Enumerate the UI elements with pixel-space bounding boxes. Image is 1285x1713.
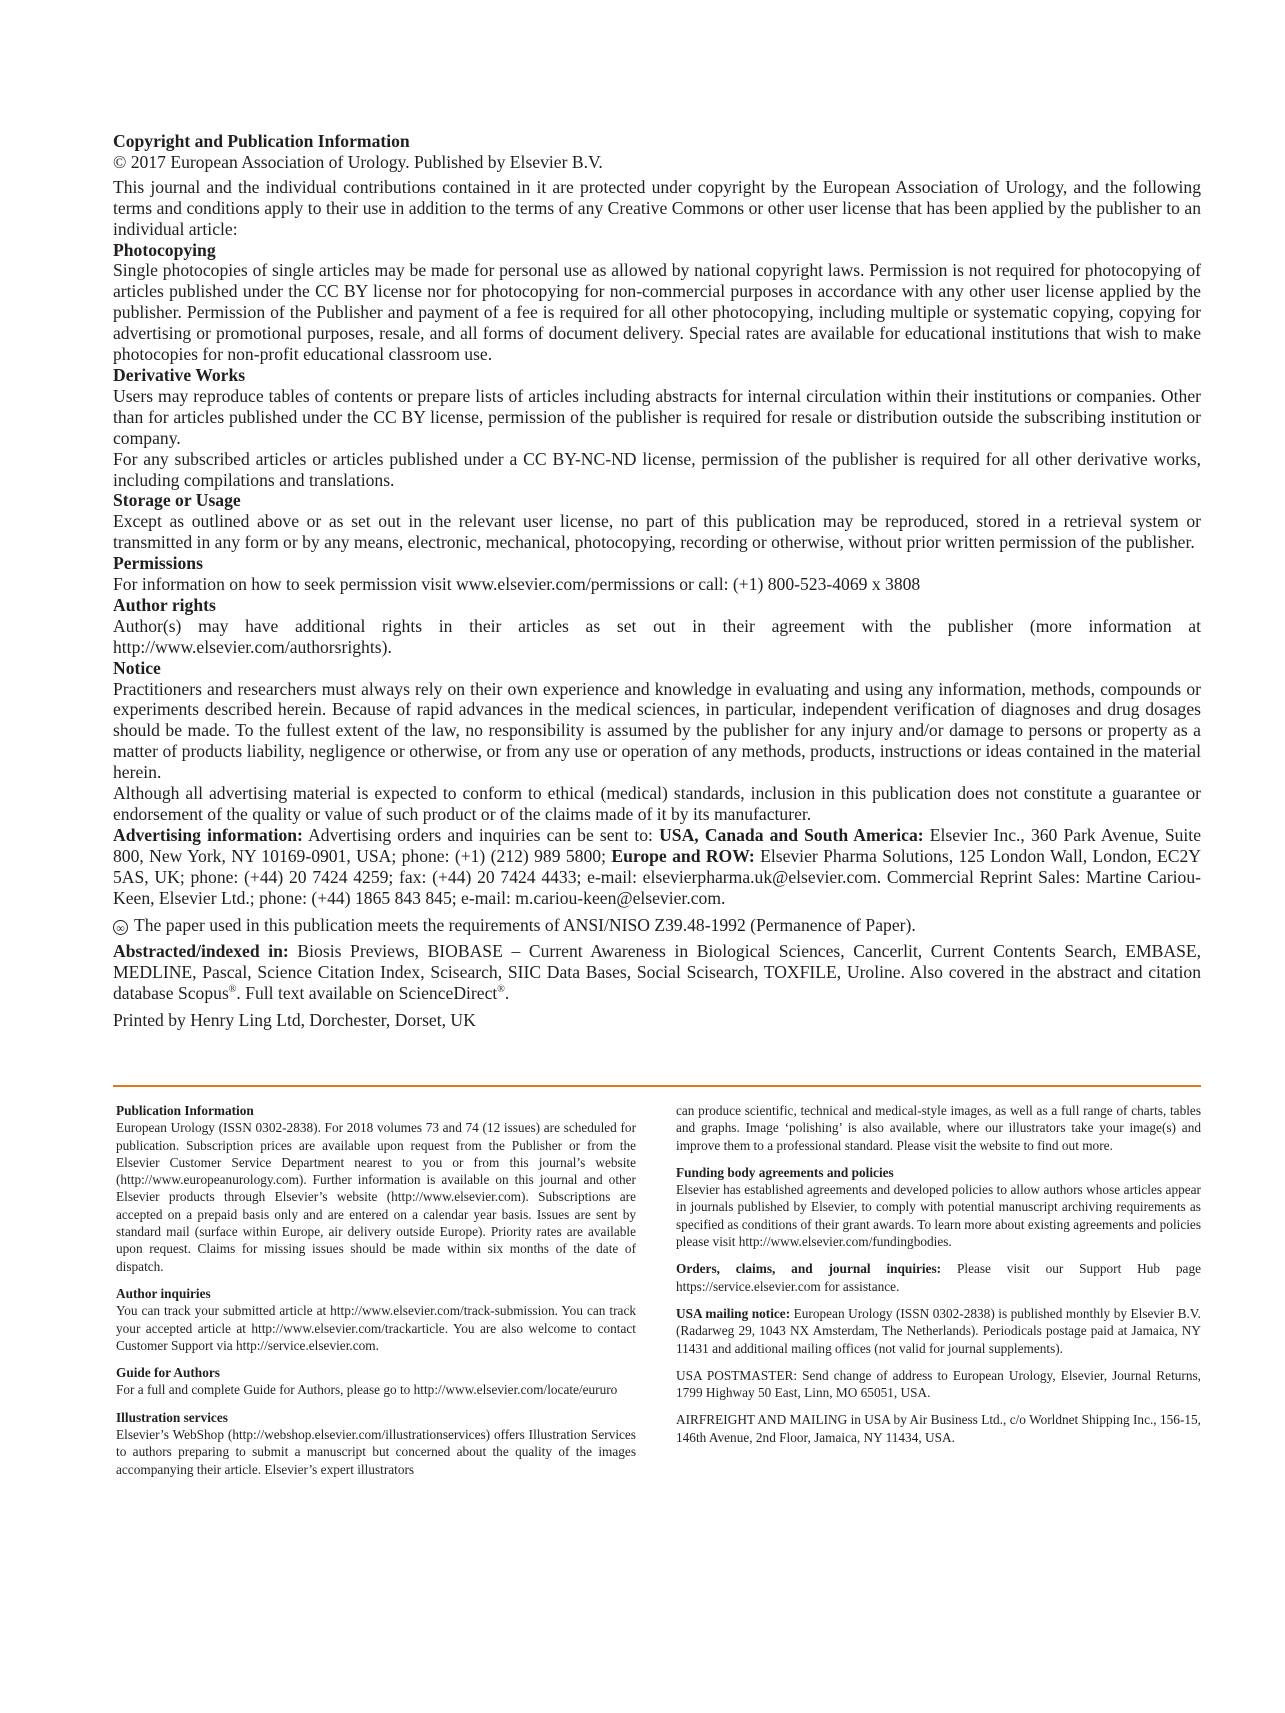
advertising-region-1: USA, Canada and South America:: [659, 824, 924, 845]
photocopying-paragraph: Single photocopies of single articles may be made for personal use as allowed by national copyright laws. Permission is not required for photocopying of articles published under the CC BY license nor for photocopying for non-commercial purposes in accordance with any other user license applied by the publisher. Permission of the Publisher and payment of a fee is required for all other photocopying, including multiple or systematic copying, copying for advertising or promotional purposes, resale, and all forms of document delivery. Special rates are available for educational institutions that wish to make photocopies for non-profit educational classroom use.: [113, 260, 1201, 365]
printed-by: Printed by Henry Ling Ltd, Dorchester, Dorset, UK: [113, 1010, 476, 1031]
advertising-text-1: Advertising orders and inquiries can be sent to:: [308, 824, 653, 845]
derivative-paragraph-1: Users may reproduce tables of contents or prepare lists of articles including abstracts for internal circulation within their institutions or companies. Other than for articles published under the CC BY license, permission of the publisher is required for resale or distribution outside the subscribing institution or company.: [113, 385, 1201, 448]
abstracted-text-1: Biosis Previews, BIOBASE – Current Awareness in Biological Sciences, Cancerlit, Current Contents Search, EMBASE, MEDLINE, Pascal, Science Citation Index, Scisearch, SIIC Data Bases, Social Scisearch, TOXFILE, Uroline. Also covered in the abstract and citation database Scopus: [113, 941, 1202, 1004]
registered-mark: ®: [228, 984, 237, 996]
storage-heading: Storage or Usage: [113, 490, 241, 511]
author-rights-paragraph: Author(s) may have additional rights in their articles as set out in their agreement with the publisher (more information at http://www.elsevier.com/authorsrights).: [113, 615, 1201, 657]
advertising-region-2: Europe and ROW:: [611, 845, 755, 866]
publication-info-section: [116, 1102, 636, 1275]
guide-authors-section: [116, 1364, 636, 1399]
advertising-paragraph: [113, 825, 1201, 909]
notice-paragraph-2: Although all advertising material is expected to conform to ethical (medical) standards, inclusion in this publication does not constitute a guarantee or endorsement of the quality or value of such product or of the claims made of it by its manufacturer.: [113, 783, 1201, 824]
abstracted-label: Abstracted/indexed in:: [113, 941, 289, 962]
intro-paragraph: This journal and the individual contributions contained in it are protected under copyright by the European Association of Urology, and the following terms and conditions apply to their use in addition to the terms of any Creative Commons or other user license that has been applied by the publisher to an individual article:: [113, 176, 1201, 239]
guide-authors-text: For a full and complete Guide for Authors, please go to http://www.elsevier.com/locate/eururo: [116, 1382, 618, 1398]
orders-text: Please visit our Support Hub page https://service.elsevier.com for assistance.: [676, 1261, 1201, 1294]
illustration-services-heading: Illustration services: [116, 1409, 228, 1425]
airfreight-text: AIRFREIGHT AND MAILING in USA by Air Business Ltd., c/o Worldnet Shipping Inc., 156-15, 146th Avenue, 2nd Floor, Jamaica, NY 11434, USA.: [676, 1412, 1201, 1445]
usa-notice-section: [676, 1305, 1201, 1357]
notice-paragraph-1: Practitioners and researchers must always rely on their own experience and knowledge in evaluating and using any information, methods, compounds or experiments described herein. Because of rapid advances in the medical sciences, in particular, independent verification of diagnoses and drug dosages should be made. To the fullest extent of the law, no responsibility is assumed by the publisher for any injury and/or damage to persons or property as a matter of products liability, negligence or otherwise, or from any use or operation of any methods, products, instructions or ideas contained in the material herein.: [113, 678, 1201, 783]
author-rights-heading: Author rights: [113, 594, 216, 615]
illustration-continued-text: can produce scientific, technical and medical-style images, as well as a full range of charts, tables and graphs. Image ‘polishing’ is also available, where our illustrators take your image(s) and improve them to a professional standard. Please visit the website to find out more.: [676, 1103, 1201, 1153]
orders-paragraph: [676, 1260, 1201, 1295]
advertising-label: Advertising information:: [113, 824, 303, 845]
orders-label: Orders, claims, and journal inquiries:: [676, 1261, 942, 1277]
permissions-heading: Permissions: [113, 553, 203, 574]
orange-divider: [113, 1085, 1201, 1087]
funding-section: [676, 1164, 1201, 1250]
postmaster-section: [676, 1367, 1201, 1402]
left-column: [116, 1102, 636, 1488]
right-column: [676, 1102, 1201, 1456]
copyright-line: © 2017 European Association of Urology. Published by Elsevier B.V.: [113, 151, 603, 172]
usa-notice-text: European Urology (ISSN 0302-2838) is published monthly by Elsevier B.V. (Radarweg 29, 1043 NX Amsterdam, The Netherlands). Periodicals postage paid at Jamaica, NY 11431 and additional mailing offices (not valid for journal supplements).: [676, 1305, 1201, 1356]
abstracted-paragraph: [113, 941, 1201, 1004]
postmaster-text: USA POSTMASTER: Send change of address to European Urology, Elsevier, Journal Returns, 1799 Highway 50 East, Linn, MO 65051, USA.: [676, 1367, 1201, 1401]
usa-notice-label: USA mailing notice:: [676, 1305, 791, 1321]
illustration-continued-section: [676, 1102, 1201, 1154]
storage-paragraph: Except as outlined above or as set out in the relevant user license, no part of this publication may be reproduced, stored in a retrieval system or transmitted in any form or by any means, electronic, mechanical, photocopying, recording or otherwise, without prior written permission of the publisher.: [113, 511, 1201, 553]
usa-notice-paragraph: [676, 1305, 1201, 1357]
publication-info-text: European Urology (ISSN 0302-2838). For 2018 volumes 73 and 74 (12 issues) are scheduled for publication. Subscription prices are available upon request from the Publisher or from the Elsevier Customer Service Department nearest to you or from this journal’s website (http://www.europeanurology.com). Further information is available on this journal and other Elsevier products through Elsevier’s website (http://www.elsevier.com). Subscriptions are accepted on a prepaid basis only and are entered on a calendar year basis. Issues are sent by standard mail (surface within Europe, air delivery outside Europe). Priority rates are available upon request. Claims for missing issues should be made within six months of the date of dispatch.: [116, 1120, 636, 1274]
notice-heading: Notice: [113, 657, 161, 678]
author-inquiries-text: You can track your submitted article at http://www.elsevier.com/track-submission. You can track your accepted article at http://www.elsevier.com/trackarticle. You are also welcome to contact Customer Support via http://service.elsevier.com.: [116, 1303, 636, 1353]
infinity-circle-icon: ∞: [113, 920, 128, 935]
derivative-paragraph-2: For any subscribed articles or articles published under a CC BY-NC-ND license, permission of the publisher is required for all other derivative works, including compilations and translations.: [113, 448, 1201, 490]
illustration-services-text: Elsevier’s WebShop (http://webshop.elsevier.com/illustrationservices) offers Illustration Services to authors preparing to submit a manuscript but concerned about the quality of the images accompanying their article. Elsevier’s expert illustrators: [116, 1427, 636, 1477]
derivative-heading: Derivative Works: [113, 364, 246, 385]
registered-mark: ®: [497, 984, 505, 996]
permissions-paragraph: For information on how to seek permission visit www.elsevier.com/permissions or call: (+1) 800-523-4069 x 3808: [113, 574, 921, 595]
paper-paragraph: [113, 915, 1201, 936]
author-inquiries-section: [116, 1285, 636, 1354]
publication-info-heading: Publication Information: [116, 1103, 254, 1118]
illustration-services-section: [116, 1409, 636, 1478]
photocopying-heading: Photocopying: [113, 239, 216, 260]
advertising-text-3: Elsevier Pharma Solutions, 125 London Wall, London, EC2Y 5AS, UK; phone: (+44) 20 7424 4259; fax: (+44) 20 7424 4433; e-mail: elsevierpharma.uk@elsevier.com. Commercial Reprint Sales: Martine Cariou-Keen, Elsevier Ltd.; phone: (+44) 1865 843 845; e-mail: m.cariou-keen@elsevier.com.: [113, 845, 1202, 908]
author-inquiries-heading: Author inquiries: [116, 1285, 211, 1301]
copyright-section: [113, 131, 1201, 1031]
funding-heading: Funding body agreements and policies: [676, 1164, 894, 1180]
abstracted-text-2: . Full text available on ScienceDirect: [236, 983, 498, 1004]
guide-authors-heading: Guide for Authors: [116, 1365, 220, 1381]
copyright-title: Copyright and Publication Information: [113, 131, 410, 151]
paper-text: The paper used in this publication meets the requirements of ANSI/NISO Z39.48-1992 (Permanence of Paper).: [134, 914, 916, 935]
abstracted-text-3: .: [504, 983, 510, 1004]
advertising-text-2: Elsevier Inc., 360 Park Avenue, Suite 800, New York, NY 10169-0901, USA; phone: (+1) (212) 989 5800;: [113, 824, 1201, 866]
orders-section: [676, 1260, 1201, 1295]
airfreight-section: [676, 1411, 1201, 1446]
funding-text: Elsevier has established agreements and developed policies to allow authors whose articles appear in journals published by Elsevier, to comply with potential manuscript archiving requirements as specified as conditions of their grant awards. To learn more about existing agreements and policies please visit http://www.elsevier.com/fundingbodies.: [676, 1182, 1201, 1250]
